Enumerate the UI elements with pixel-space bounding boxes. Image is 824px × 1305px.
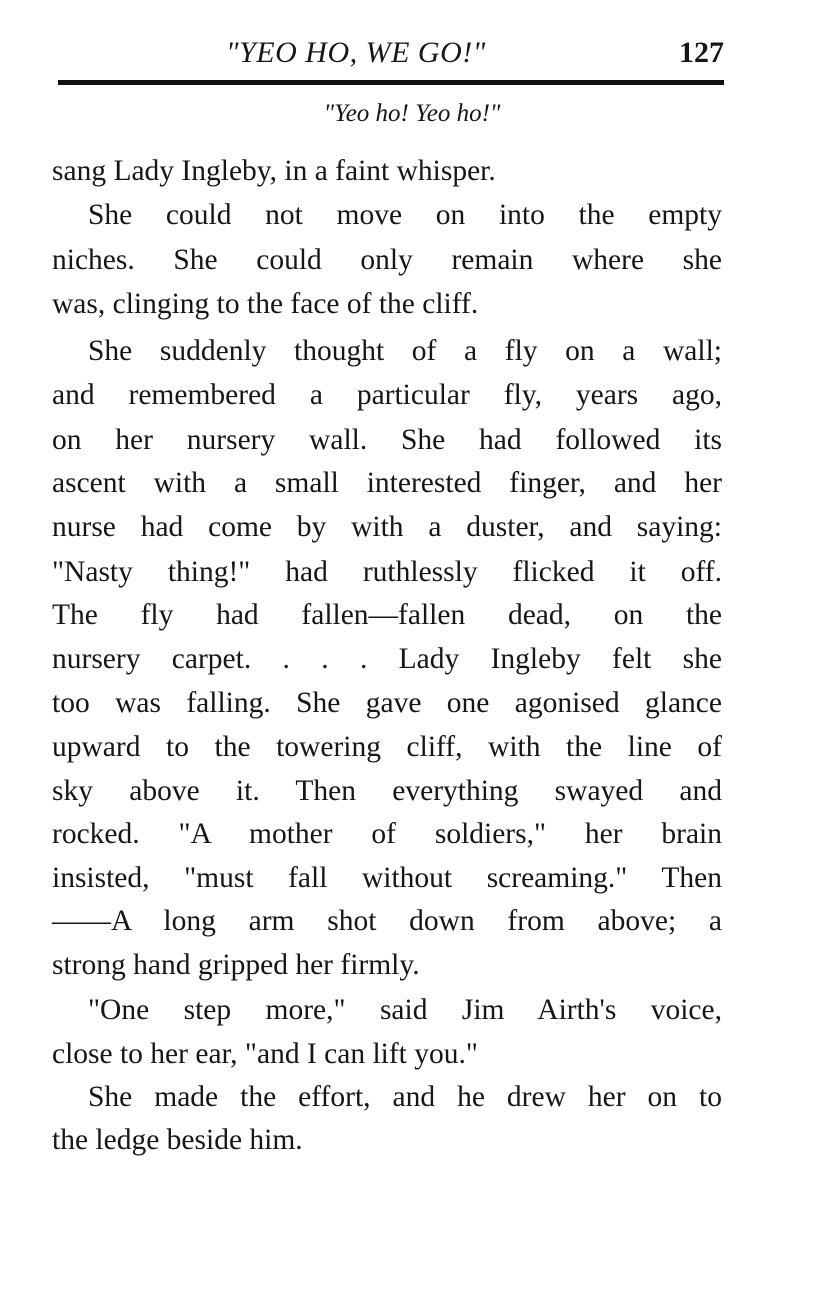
text-line: was, clinging to the face of the cliff.	[52, 288, 479, 320]
text-line: nursery carpet. . . . Lady Ingleby felt she	[52, 643, 722, 675]
text-line: ascent with a small interested finger, and her	[52, 467, 722, 499]
text-line: close to her ear, "and I can lift you."	[52, 1038, 478, 1070]
text-line: sky above it. Then everything swayed and	[52, 775, 722, 807]
text-line: strong hand gripped her firmly.	[52, 949, 420, 981]
text-line: the ledge beside him.	[52, 1124, 303, 1156]
text-line: too was falling. She gave one agonised glance	[52, 687, 722, 719]
running-head	[0, 30, 824, 74]
text-line: She could not move on into the empty	[88, 199, 722, 231]
page-number: 127	[679, 36, 724, 69]
text-line: "One step more," said Jim Airth's voice,	[88, 994, 722, 1026]
text-line: "Nasty thing!" had ruthlessly flicked it off.	[52, 556, 722, 588]
text-line: on her nursery wall. She had followed its	[52, 424, 722, 456]
text-line: ——A long arm shot down from above; a	[52, 905, 722, 937]
header-rule	[58, 80, 724, 85]
song-line: "Yeo ho! Yeo ho!"	[323, 100, 501, 127]
text-line: rocked. "A mother of soldiers," her brain	[52, 818, 722, 850]
text-line: upward to the towering cliff, with the line of	[52, 731, 722, 763]
text-line: She suddenly thought of a fly on a wall;	[88, 335, 722, 367]
text-line: sang Lady Ingleby, in a faint whisper.	[52, 155, 496, 187]
running-title: "YEO HO, WE GO!"	[226, 36, 486, 69]
text-line: niches. She could only remain where she	[52, 244, 722, 276]
text-line: nurse had come by with a duster, and saying:	[52, 511, 722, 543]
text-line: The fly had fallen—fallen dead, on the	[52, 599, 722, 631]
text-line: She made the effort, and he drew her on to	[88, 1081, 722, 1113]
text-line: insisted, "must fall without screaming." Then	[52, 862, 722, 894]
text-line: and remembered a particular fly, years ago,	[52, 379, 722, 411]
